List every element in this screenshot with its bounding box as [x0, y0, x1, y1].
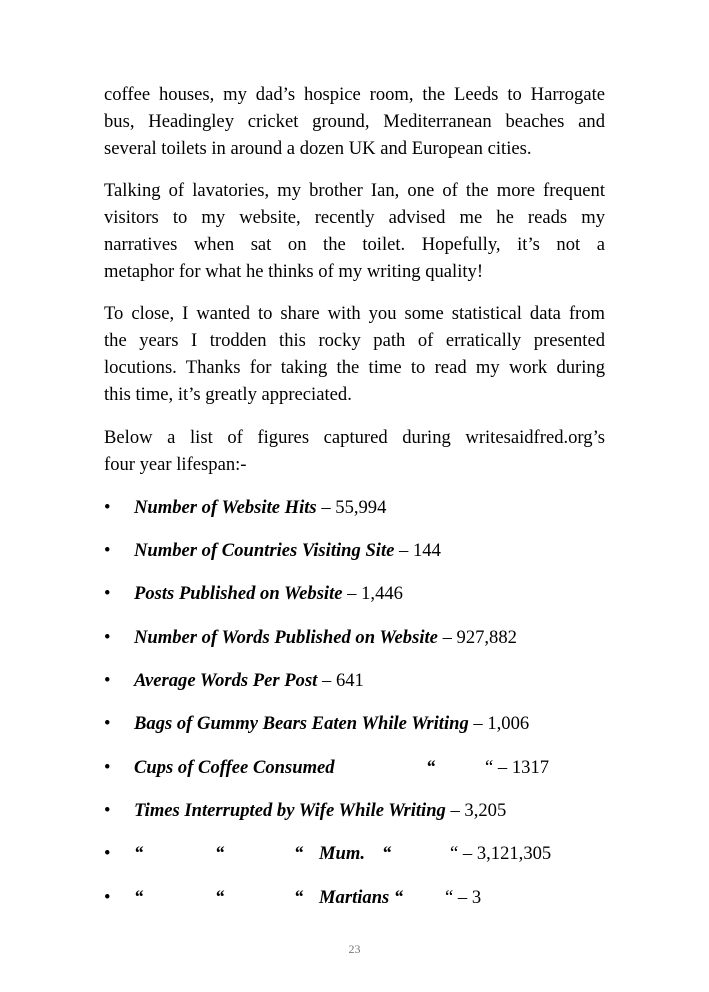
ditto-mark: “ — [215, 843, 225, 864]
stat-label: Number of Website Hits — [134, 497, 317, 518]
stat-value: “ – 3 — [445, 887, 482, 908]
paragraph-line: coffee houses, my dad’s hospice room, the Leeds to Harrogate — [104, 84, 605, 105]
stats-list-item — [104, 754, 624, 781]
paragraph-3 — [104, 300, 605, 408]
stats-list-item — [104, 884, 624, 911]
bullet-icon: • — [104, 540, 111, 561]
stats-list-item — [104, 624, 624, 651]
paragraph-line: Below a list of figures captured during writesaidfred.org’s — [104, 427, 605, 448]
ditto-mark: “ — [426, 757, 436, 778]
stat-value: – 55,994 — [316, 497, 387, 518]
paragraph-line: several toilets in around a dozen UK and European cities. — [104, 138, 532, 159]
stat-label: Posts Published on Website — [134, 583, 343, 604]
stat-value: – 3,205 — [445, 800, 507, 821]
stats-list-item — [104, 667, 624, 694]
bullet-icon: • — [104, 497, 111, 518]
paragraph-line: narratives when sat on the toilet. Hopefully, it’s not a — [104, 234, 605, 255]
page-number: 23 — [348, 942, 361, 956]
stat-value: – 1,446 — [342, 583, 403, 604]
stat-entry — [134, 667, 364, 694]
bullet-icon: • — [104, 670, 111, 691]
stat-label: Cups of Coffee Consumed — [134, 757, 335, 778]
stat-value: – 1,006 — [468, 713, 530, 734]
bullet-icon: • — [104, 757, 111, 778]
stat-value: – 927,882 — [437, 627, 517, 648]
paragraph-line: metaphor for what he thinks of my writing quality! — [104, 261, 484, 282]
stat-entry — [134, 624, 517, 651]
paragraph-line: To close, I wanted to share with you some statistical data from — [104, 303, 605, 324]
ditto-mark: “ — [134, 887, 144, 908]
stat-value: “ – 1317 — [485, 757, 550, 778]
ditto-mark: “ — [294, 887, 304, 908]
paragraph-line: Talking of lavatories, my brother Ian, one of the more frequent — [104, 180, 605, 201]
stat-entry — [134, 580, 403, 607]
stat-label: Bags of Gummy Bears Eaten While Writing — [134, 713, 469, 734]
stat-value: – 144 — [394, 540, 441, 561]
stats-list-item — [104, 580, 624, 607]
bullet-icon: • — [104, 843, 111, 864]
bullet-icon: • — [104, 887, 111, 908]
paragraph-line: bus, Headingley cricket ground, Mediterranean beaches and — [104, 111, 605, 132]
stat-label: Number of Words Published on Website — [134, 627, 438, 648]
paragraph-line: this time, it’s greatly appreciated. — [104, 384, 352, 405]
stats-list-item — [104, 494, 624, 521]
ditto-mark: “ — [382, 843, 392, 864]
bullet-icon: • — [104, 583, 111, 604]
stats-list-item — [104, 840, 624, 867]
stats-list-item — [104, 797, 624, 824]
paragraph-line: visitors to my website, recently advised me he reads my — [104, 207, 605, 228]
stat-entry — [134, 710, 529, 737]
ditto-mark: “ — [294, 843, 304, 864]
paragraph-1 — [104, 81, 605, 162]
bullet-icon: • — [104, 627, 111, 648]
stat-entry — [134, 494, 386, 521]
stat-label: Martians “ — [319, 887, 404, 908]
paragraph-line: the years I trodden this rocky path of erratically presented — [104, 330, 605, 351]
stats-list-item — [104, 537, 624, 564]
stat-entry — [134, 537, 441, 564]
bullet-icon: • — [104, 800, 111, 821]
stat-label: Mum. — [319, 843, 365, 864]
stat-value: “ – 3,121,305 — [450, 843, 552, 864]
stat-entry — [134, 797, 506, 824]
stat-value: – 641 — [317, 670, 364, 691]
paragraph-line: four year lifespan:- — [104, 454, 247, 475]
ditto-mark: “ — [215, 887, 225, 908]
paragraph-4 — [104, 424, 605, 478]
ditto-mark: “ — [134, 843, 144, 864]
stat-label: Average Words Per Post — [134, 670, 318, 691]
paragraph-2 — [104, 177, 605, 285]
bullet-icon: • — [104, 713, 111, 734]
stats-list-item — [104, 710, 624, 737]
stat-label: Times Interrupted by Wife While Writing — [134, 800, 446, 821]
stat-label: Number of Countries Visiting Site — [134, 540, 395, 561]
paragraph-line: locutions. Thanks for taking the time to read my work during — [104, 357, 605, 378]
